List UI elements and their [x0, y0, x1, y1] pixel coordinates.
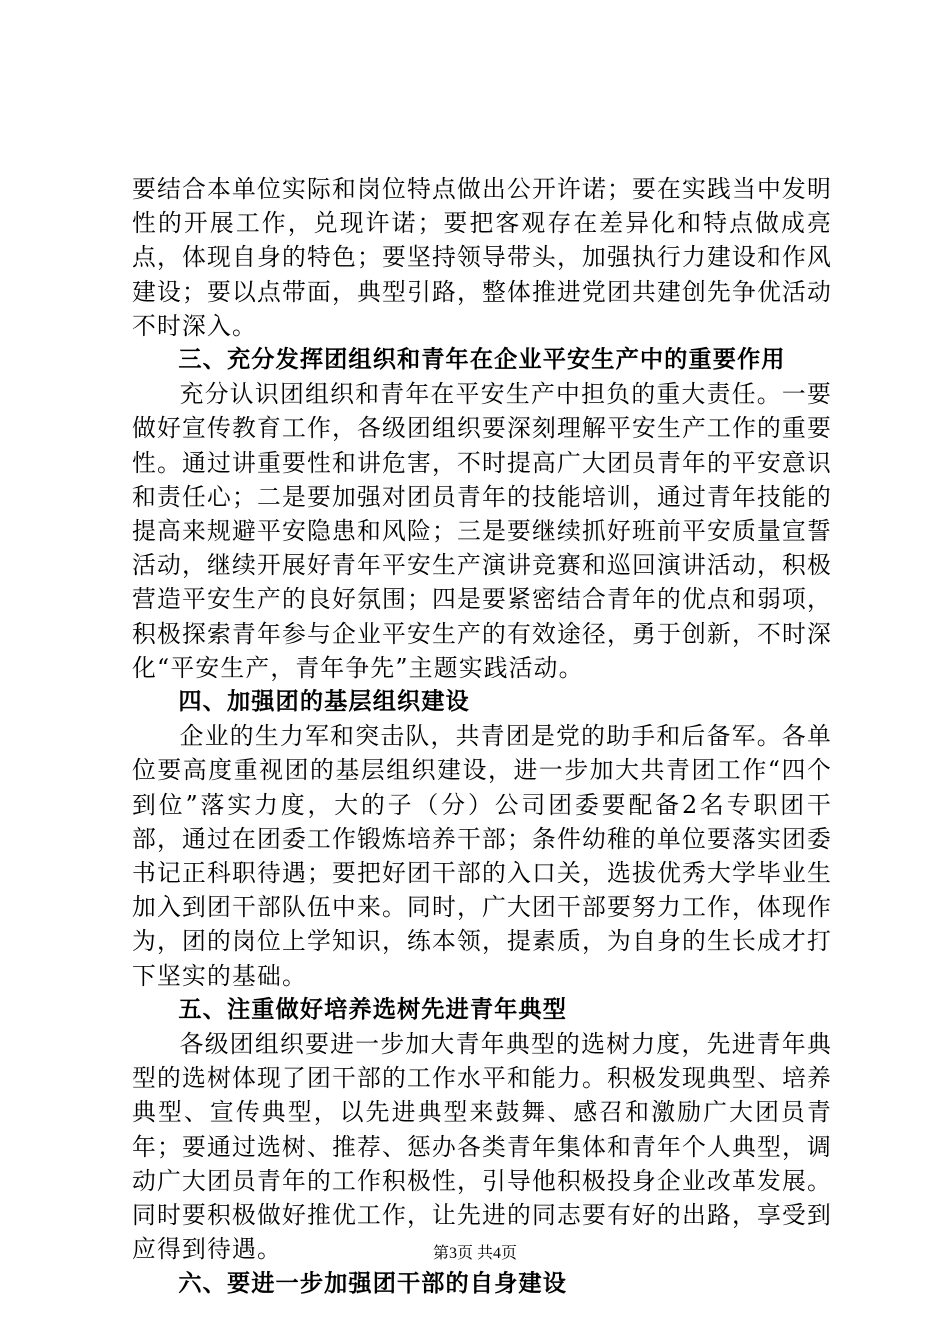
- paragraph-role-models: 各级团组织要进一步加大青年典型的选树力度，先进青年典型的选树体现了团干部的工作水平和能力。积极发现典型、培养典型、宣传典型，以先进典型来鼓舞、感召和激励广大团员青年；要通过选树、推荐、惩办各类青年集体和青年个人典型，调动广大团员青年的工作积极性，引导他积极投身企业改革发展。同时要积极做好推优工作，让先进的同志要有好的出路，享受到应得到待遇。: [132, 1030, 832, 1264]
- section-heading-safety: 三、充分发挥团组织和青年在企业平安生产中的重要作用: [178, 346, 786, 374]
- section-heading-role-models: 五、注重做好培养选树先进青年典型: [178, 995, 567, 1023]
- section-heading-self-building: 六、要进一步加强团干部的自身建设: [178, 1269, 567, 1297]
- page-number-footer: 第3页 共4页: [432, 1245, 517, 1262]
- paragraph-grassroots: 企业的生力军和突击队，共青团是党的助手和后备军。各单位要高度重视团的基层组织建设，进一步加大共青团工作“四个到位”落实力度，大的子（分）公司团委要配备2名专职团干部，通过在团委工作锻炼培养干部；条件幼稚的单位要落实团委书记正科职待遇；要把好团干部的入口关，选拔优秀大学毕业生加入到团干部队伍中来。同时，广大团干部要努力工作，体现作为，团的岗位上学知识，练本领，提素质，为自身的生长成才打下坚实的基础。: [132, 722, 832, 990]
- paragraph-commitment: 要结合本单位实际和岗位特点做出公开许诺；要在实践当中发明性的开展工作，兑现许诺；要把客观存在差异化和特点做成亮点，体现自身的特色；要坚持领导带头，加强执行力建设和作风建设；要以点带面，典型引路，整体推进党团共建创先争优活动不时深入。: [132, 175, 832, 340]
- section-heading-grassroots: 四、加强团的基层组织建设: [178, 688, 470, 716]
- document-body: [132, 172, 832, 1301]
- paragraph-safety: 充分认识团组织和青年在平安生产中担负的重大责任。一要做好宣传教育工作，各级团组织要深刻理解平安生产工作的重要性。通过讲重要性和讲危害，不时提高广大团员青年的平安意识和责任心；二是要加强对团员青年的技能培训，通过青年技能的提高来规避平安隐患和风险；三是要继续抓好班前平安质量宣誓活动，继续开展好青年平安生产演讲竞赛和巡回演讲活动，积极营造平安生产的良好氛围；四是要紧密结合青年的优点和弱项，积极探索青年参与企业平安生产的有效途径，勇于创新，不时深化“平安生产，青年争先”主题实践活动。: [132, 380, 832, 682]
